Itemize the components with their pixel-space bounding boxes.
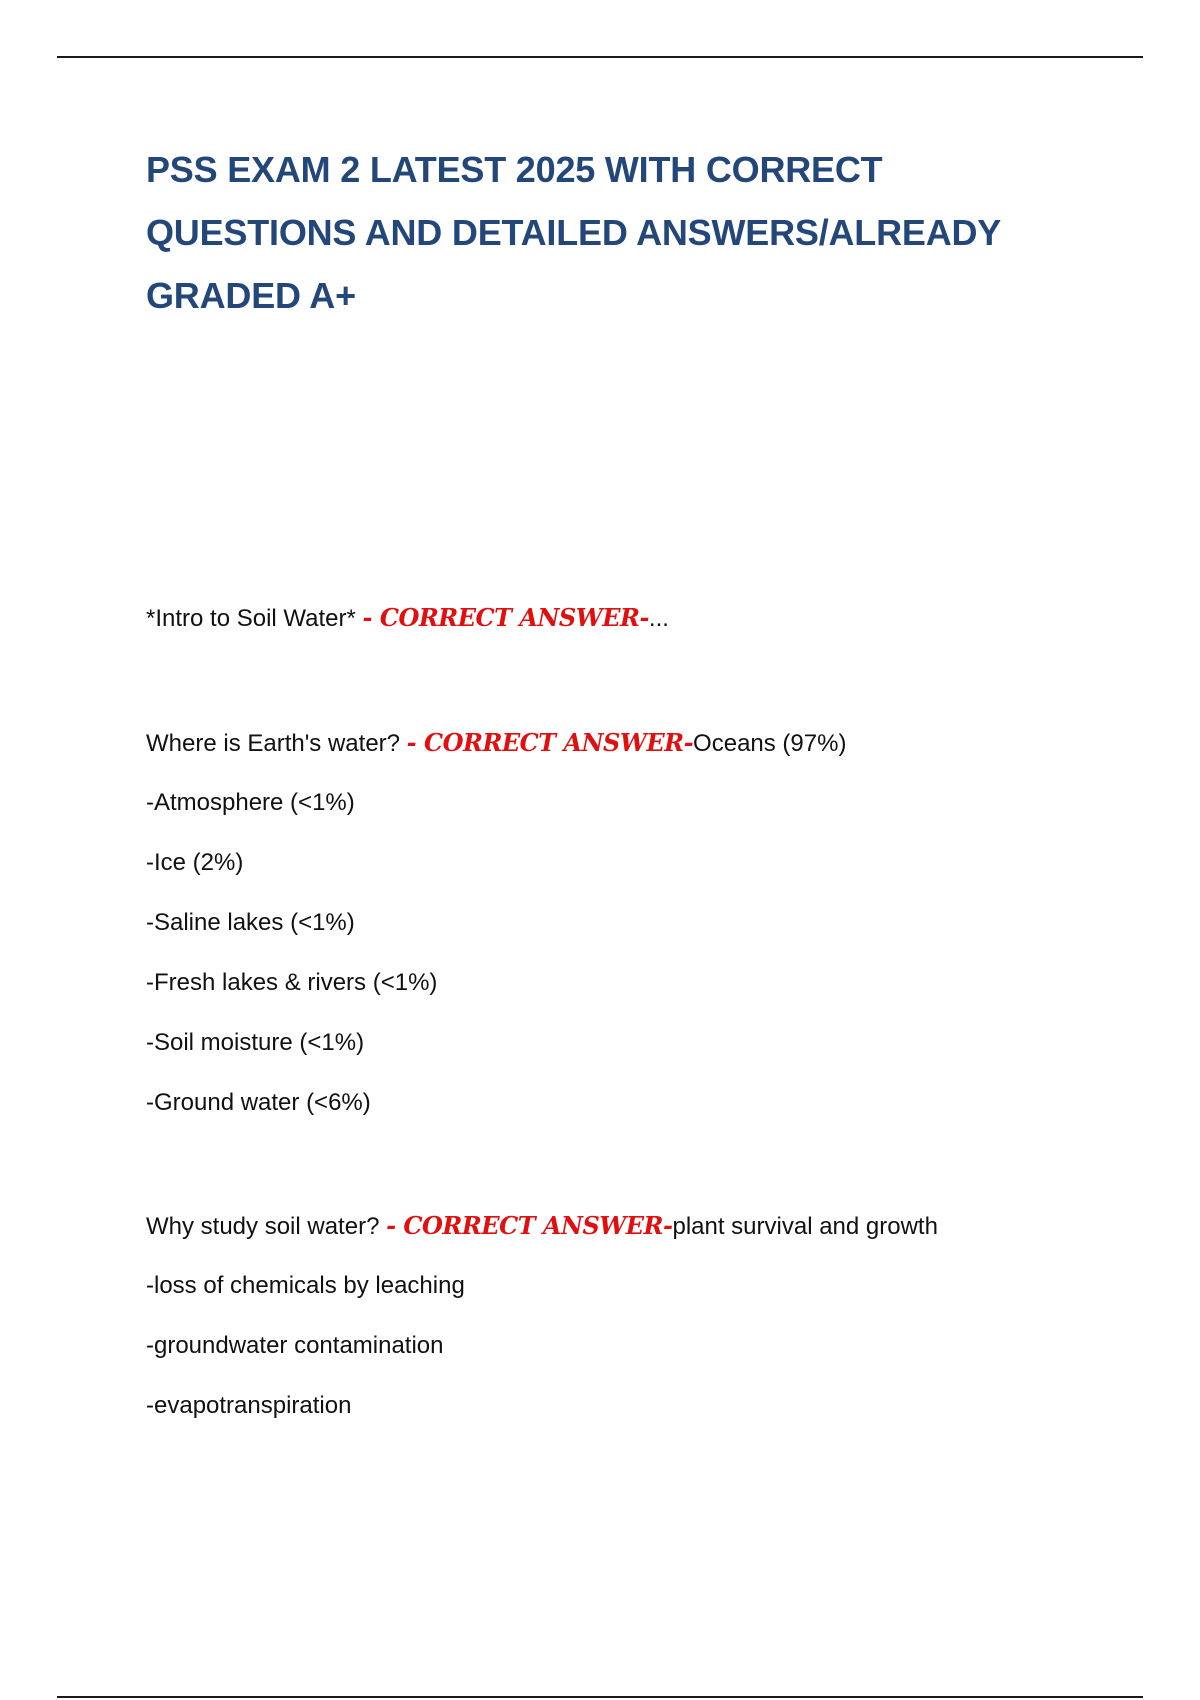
bottom-rule xyxy=(57,1696,1143,1698)
question-text: Why study soil water? xyxy=(146,1213,387,1240)
list-item: -Ground water (<6%) xyxy=(146,1089,371,1116)
list-item: -groundwater contamination xyxy=(146,1332,444,1359)
document-title: PSS EXAM 2 LATEST 2025 WITH CORRECT QUESTIONS AND DETAILED ANSWERS/ALREADY GRADED A+ xyxy=(146,149,1001,316)
list-item: -Ice (2%) xyxy=(146,849,244,876)
question-text: *Intro to Soil Water* xyxy=(146,605,363,632)
answer-tag: - CORRECT ANSWER- xyxy=(362,603,649,632)
question-line xyxy=(146,713,1086,773)
qa-earth-water xyxy=(146,713,1086,1133)
qa-soil-water xyxy=(146,1196,1086,1436)
list-item: -loss of chemicals by leaching xyxy=(146,1272,465,1299)
list-item: -Atmosphere (<1%) xyxy=(146,789,355,816)
list-item: -evapotranspiration xyxy=(146,1392,352,1419)
question-line xyxy=(146,588,1086,648)
answer-tag: - CORRECT ANSWER- xyxy=(386,1211,673,1240)
list-item: -Soil moisture (<1%) xyxy=(146,1029,365,1056)
list-item: -Fresh lakes & rivers (<1%) xyxy=(146,969,438,996)
answer-text: plant survival and growth xyxy=(672,1213,938,1240)
answer-text: Oceans (97%) xyxy=(693,730,847,757)
top-rule xyxy=(57,56,1143,58)
answer-text: ... xyxy=(648,605,669,632)
qa-intro xyxy=(146,588,1086,648)
question-text: Where is Earth's water? xyxy=(146,730,407,757)
answer-tag: - CORRECT ANSWER- xyxy=(406,728,694,757)
list-item: -Saline lakes (<1%) xyxy=(146,909,355,936)
question-line xyxy=(146,1196,1086,1256)
document-body xyxy=(146,138,1086,1419)
